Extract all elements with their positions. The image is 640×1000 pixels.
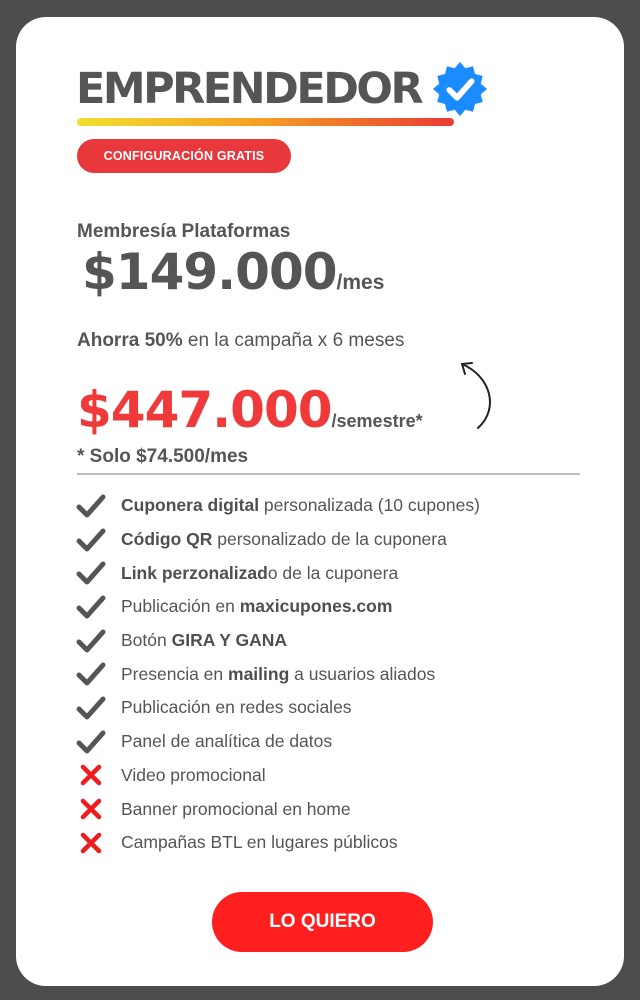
feature-text-bold: mailing (228, 663, 290, 684)
feature-text-part: personalizado de la cuponera (212, 529, 447, 550)
cross-icon (76, 830, 106, 856)
feature-text-bold: Cuponera digital (121, 495, 260, 516)
feature-text-part: personalizada (10 cupones) (259, 495, 480, 516)
feature-text-part: Presencia en (121, 663, 229, 684)
feature-item (76, 792, 596, 826)
membership-price (82, 243, 384, 301)
feature-text (121, 664, 435, 685)
feature-text-part: Publicación en redes sociales (121, 697, 352, 718)
promo-price-amount: $447.000 (77, 381, 332, 439)
feature-text (121, 765, 266, 786)
feature-item (76, 590, 596, 624)
feature-item (76, 556, 596, 590)
check-icon (76, 560, 106, 586)
feature-item (76, 691, 596, 725)
feature-text-part: Panel de analítica de datos (121, 731, 333, 752)
feature-text-bold: Link perzonalizad (121, 562, 268, 583)
feature-text (121, 596, 392, 617)
promo-price (77, 381, 423, 439)
check-icon (76, 695, 106, 721)
cross-icon (76, 762, 106, 788)
feature-text-part: Video promocional (121, 764, 266, 785)
feature-text (121, 731, 332, 752)
feature-text-bold: GIRA Y GANA (171, 630, 287, 651)
feature-item (76, 759, 596, 793)
check-icon (76, 493, 106, 519)
feature-text (121, 630, 287, 651)
feature-text-part: Banner promocional en home (121, 798, 351, 819)
membership-label: Membresía Plataformas (77, 221, 291, 242)
feature-text (121, 832, 398, 853)
curved-arrow-icon (450, 356, 496, 432)
feature-text-part: Campañas BTL en lugares públicos (121, 832, 398, 853)
pricing-card (16, 17, 624, 986)
feature-item (76, 725, 596, 759)
membership-price-amount: $149.000 (82, 243, 337, 301)
cross-icon (76, 796, 106, 822)
lo-quiero-button[interactable]: LO QUIERO (212, 892, 433, 952)
feature-text-part: Botón (121, 630, 172, 651)
savings-highlight: Ahorra 50% (77, 330, 183, 351)
feature-text-part: Publicación en (121, 596, 240, 617)
verified-check-badge-icon (431, 60, 489, 118)
plan-title: EMPRENDEDOR (76, 63, 422, 114)
check-icon (76, 527, 106, 553)
savings-line (77, 330, 404, 352)
savings-text: en la campaña x 6 meses (182, 330, 405, 351)
promo-note: * Solo $74.500/mes (77, 446, 249, 467)
feature-item (76, 523, 596, 557)
feature-item (76, 826, 596, 860)
feature-item (76, 624, 596, 658)
free-setup-badge: CONFIGURACIÓN GRATIS (77, 139, 291, 173)
feature-text (121, 495, 480, 516)
promo-price-period: /semestre* (331, 411, 423, 431)
feature-text (121, 697, 352, 718)
check-icon (76, 661, 106, 687)
feature-text-bold: maxicupones.com (239, 596, 393, 617)
feature-text (121, 529, 447, 550)
feature-text-part: a usuarios aliados (289, 663, 436, 684)
check-icon (76, 729, 106, 755)
feature-text-bold: Código QR (121, 529, 213, 550)
feature-text (121, 799, 351, 820)
feature-item (76, 657, 596, 691)
check-icon (76, 594, 106, 620)
plan-header (76, 57, 489, 121)
membership-price-period: /mes (336, 271, 385, 294)
feature-text-part: o de la cuponera (267, 562, 399, 583)
check-icon (76, 628, 106, 654)
feature-text (121, 563, 398, 584)
divider (77, 473, 580, 475)
feature-list (76, 489, 596, 860)
feature-item (76, 489, 596, 523)
title-underline (77, 118, 454, 126)
